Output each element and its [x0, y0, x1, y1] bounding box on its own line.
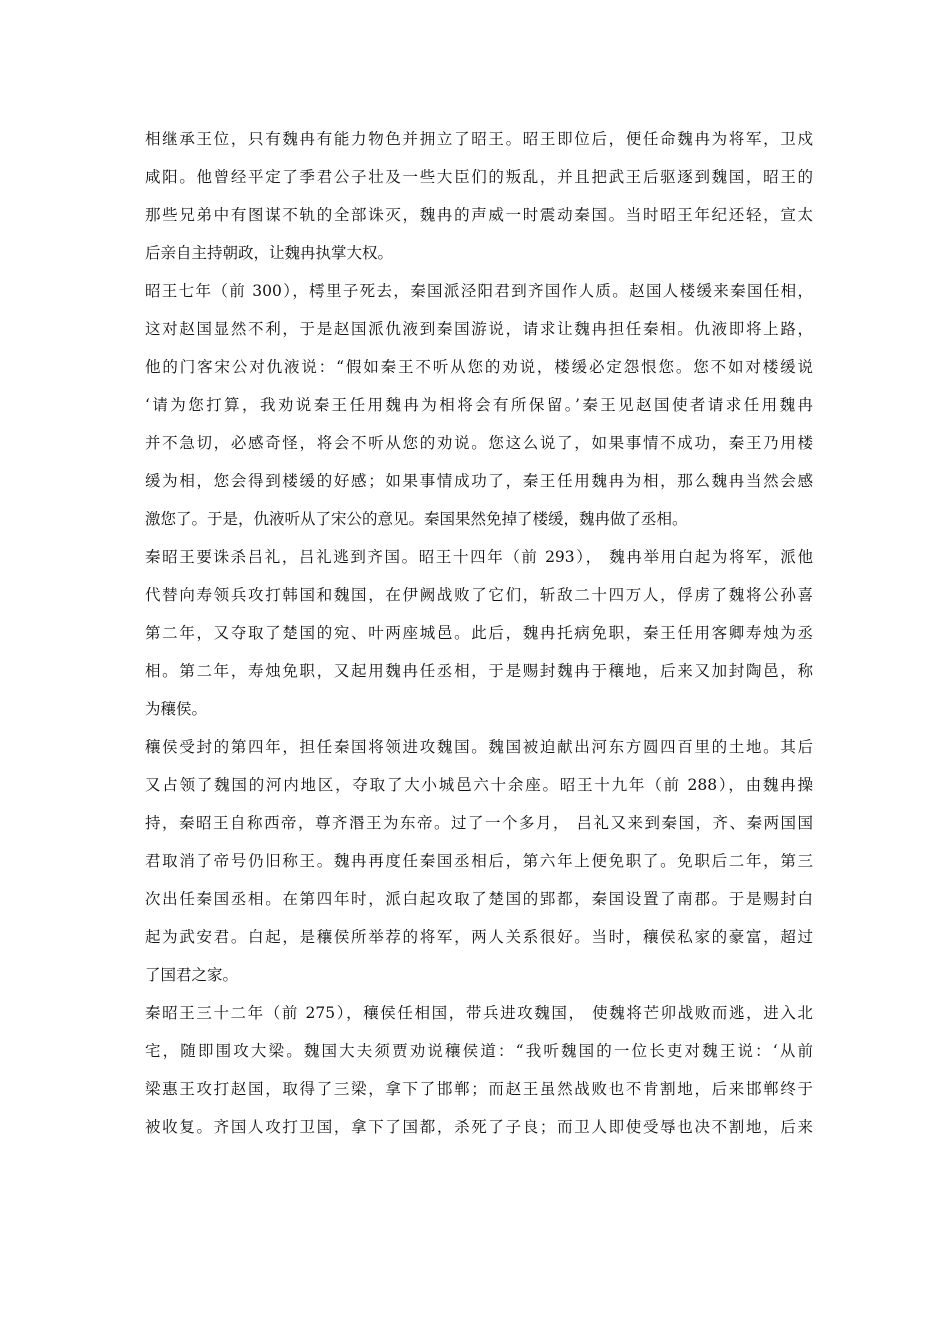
- text-line: 梁惠王攻打赵国，取得了三梁，拿下了邯郸；而赵王虽然战败也不肯割地，后来邯郸终于: [145, 1080, 813, 1098]
- text-line: 相继承王位，只有魏冉有能力物色并拥立了昭王。昭王即位后，便任命魏冉为将军，卫戍: [145, 130, 813, 148]
- text-line: 他的门客宋公对仇液说：“假如秦王不听从您的劝说，楼缓必定怨恨您。您不如对楼缓说: [145, 358, 813, 376]
- text-line: 为穰侯。: [145, 700, 208, 718]
- text-line: 次出任秦国丞相。在第四年时，派白起攻取了楚国的郢都，秦国设置了南郡。于是赐封白: [145, 890, 813, 908]
- text-line: 秦昭王三十二年（前 275），穰侯任相国，带兵进攻魏国， 使魏将芒卯战败而逃，进入北: [145, 1004, 813, 1022]
- text-line: 第二年，又夺取了楚国的宛、叶两座城邑。此后，魏冉托病免职，秦王任用客卿寿烛为丞: [145, 624, 813, 642]
- text-line: 又占领了魏国的河内地区，夺取了大小城邑六十余座。昭王十九年（前 288），由魏冉操: [145, 776, 813, 794]
- text-line: 激您了。于是，仇液听从了宋公的意见。秦国果然免掉了楼缓，魏冉做了丞相。: [145, 510, 688, 528]
- text-line: 穰侯受封的第四年，担任秦国将领进攻魏国。魏国被迫献出河东方圆四百里的土地。其后: [145, 738, 813, 756]
- text-line: 昭王七年（前 300），樗里子死去，秦国派泾阳君到齐国作人质。赵国人楼缓来秦国任相，: [145, 282, 813, 300]
- text-line: 这对赵国显然不利，于是赵国派仇液到秦国游说，请求让魏冉担任秦相。仇液即将上路，: [145, 320, 813, 338]
- text-line: 被收复。齐国人攻打卫国，拿下了国都，杀死了子良；而卫人即使受辱也决不割地，后来: [145, 1118, 813, 1136]
- text-line: 代替向寿领兵攻打韩国和魏国，在伊阙战败了它们，斩敌二十四万人，俘虏了魏将公孙喜: [145, 586, 813, 604]
- text-line: 相。第二年，寿烛免职，又起用魏冉任丞相，于是赐封魏冉于穰地，后来又加封陶邑，称: [145, 662, 813, 680]
- text-line: 宅，随即围攻大梁。魏国大夫须贾劝说穰侯道：“我听魏国的一位长吏对魏王说：‘从前: [145, 1042, 813, 1060]
- text-line: 咸阳。他曾经平定了季君公子壮及一些大臣们的叛乱，并且把武王后驱逐到魏国，昭王的: [145, 168, 813, 186]
- text-line: 那些兄弟中有图谋不轨的全部诛灭，魏冉的声威一时震动秦国。当时昭王年纪还轻，宣太: [145, 206, 813, 224]
- text-line: 秦昭王要诛杀吕礼，吕礼逃到齐国。昭王十四年（前 293）， 魏冉举用白起为将军，派他: [145, 548, 813, 566]
- text-line: 持，秦昭王自称西帝，尊齐湣王为东帝。过了一个多月， 吕礼又来到秦国，齐、秦两国国: [145, 814, 813, 832]
- text-line: 缓为相，您会得到楼缓的好感；如果事情成功了，秦王任用魏冉为相，那么魏冉当然会感: [145, 472, 813, 490]
- text-line: 君取消了帝号仍旧称王。魏冉再度任秦国丞相后，第六年上便免职了。免职后二年，第三: [145, 852, 813, 870]
- text-line: ‘请为您打算，我劝说秦王任用魏冉为相将会有所保留。’秦王见赵国使者请求任用魏冉: [145, 396, 813, 414]
- text-line: 后亲自主持朝政，让魏冉执掌大权。: [145, 244, 394, 262]
- text-line: 了国君之家。: [145, 966, 239, 984]
- text-line: 起为武安君。白起，是穰侯所举荐的将军，两人关系很好。当时，穰侯私家的豪富，超过: [145, 928, 813, 946]
- text-line: 并不急切，必感奇怪，将会不听从您的劝说。您这么说了，如果事情不成功，秦王乃用楼: [145, 434, 813, 452]
- body-text: [145, 120, 813, 1146]
